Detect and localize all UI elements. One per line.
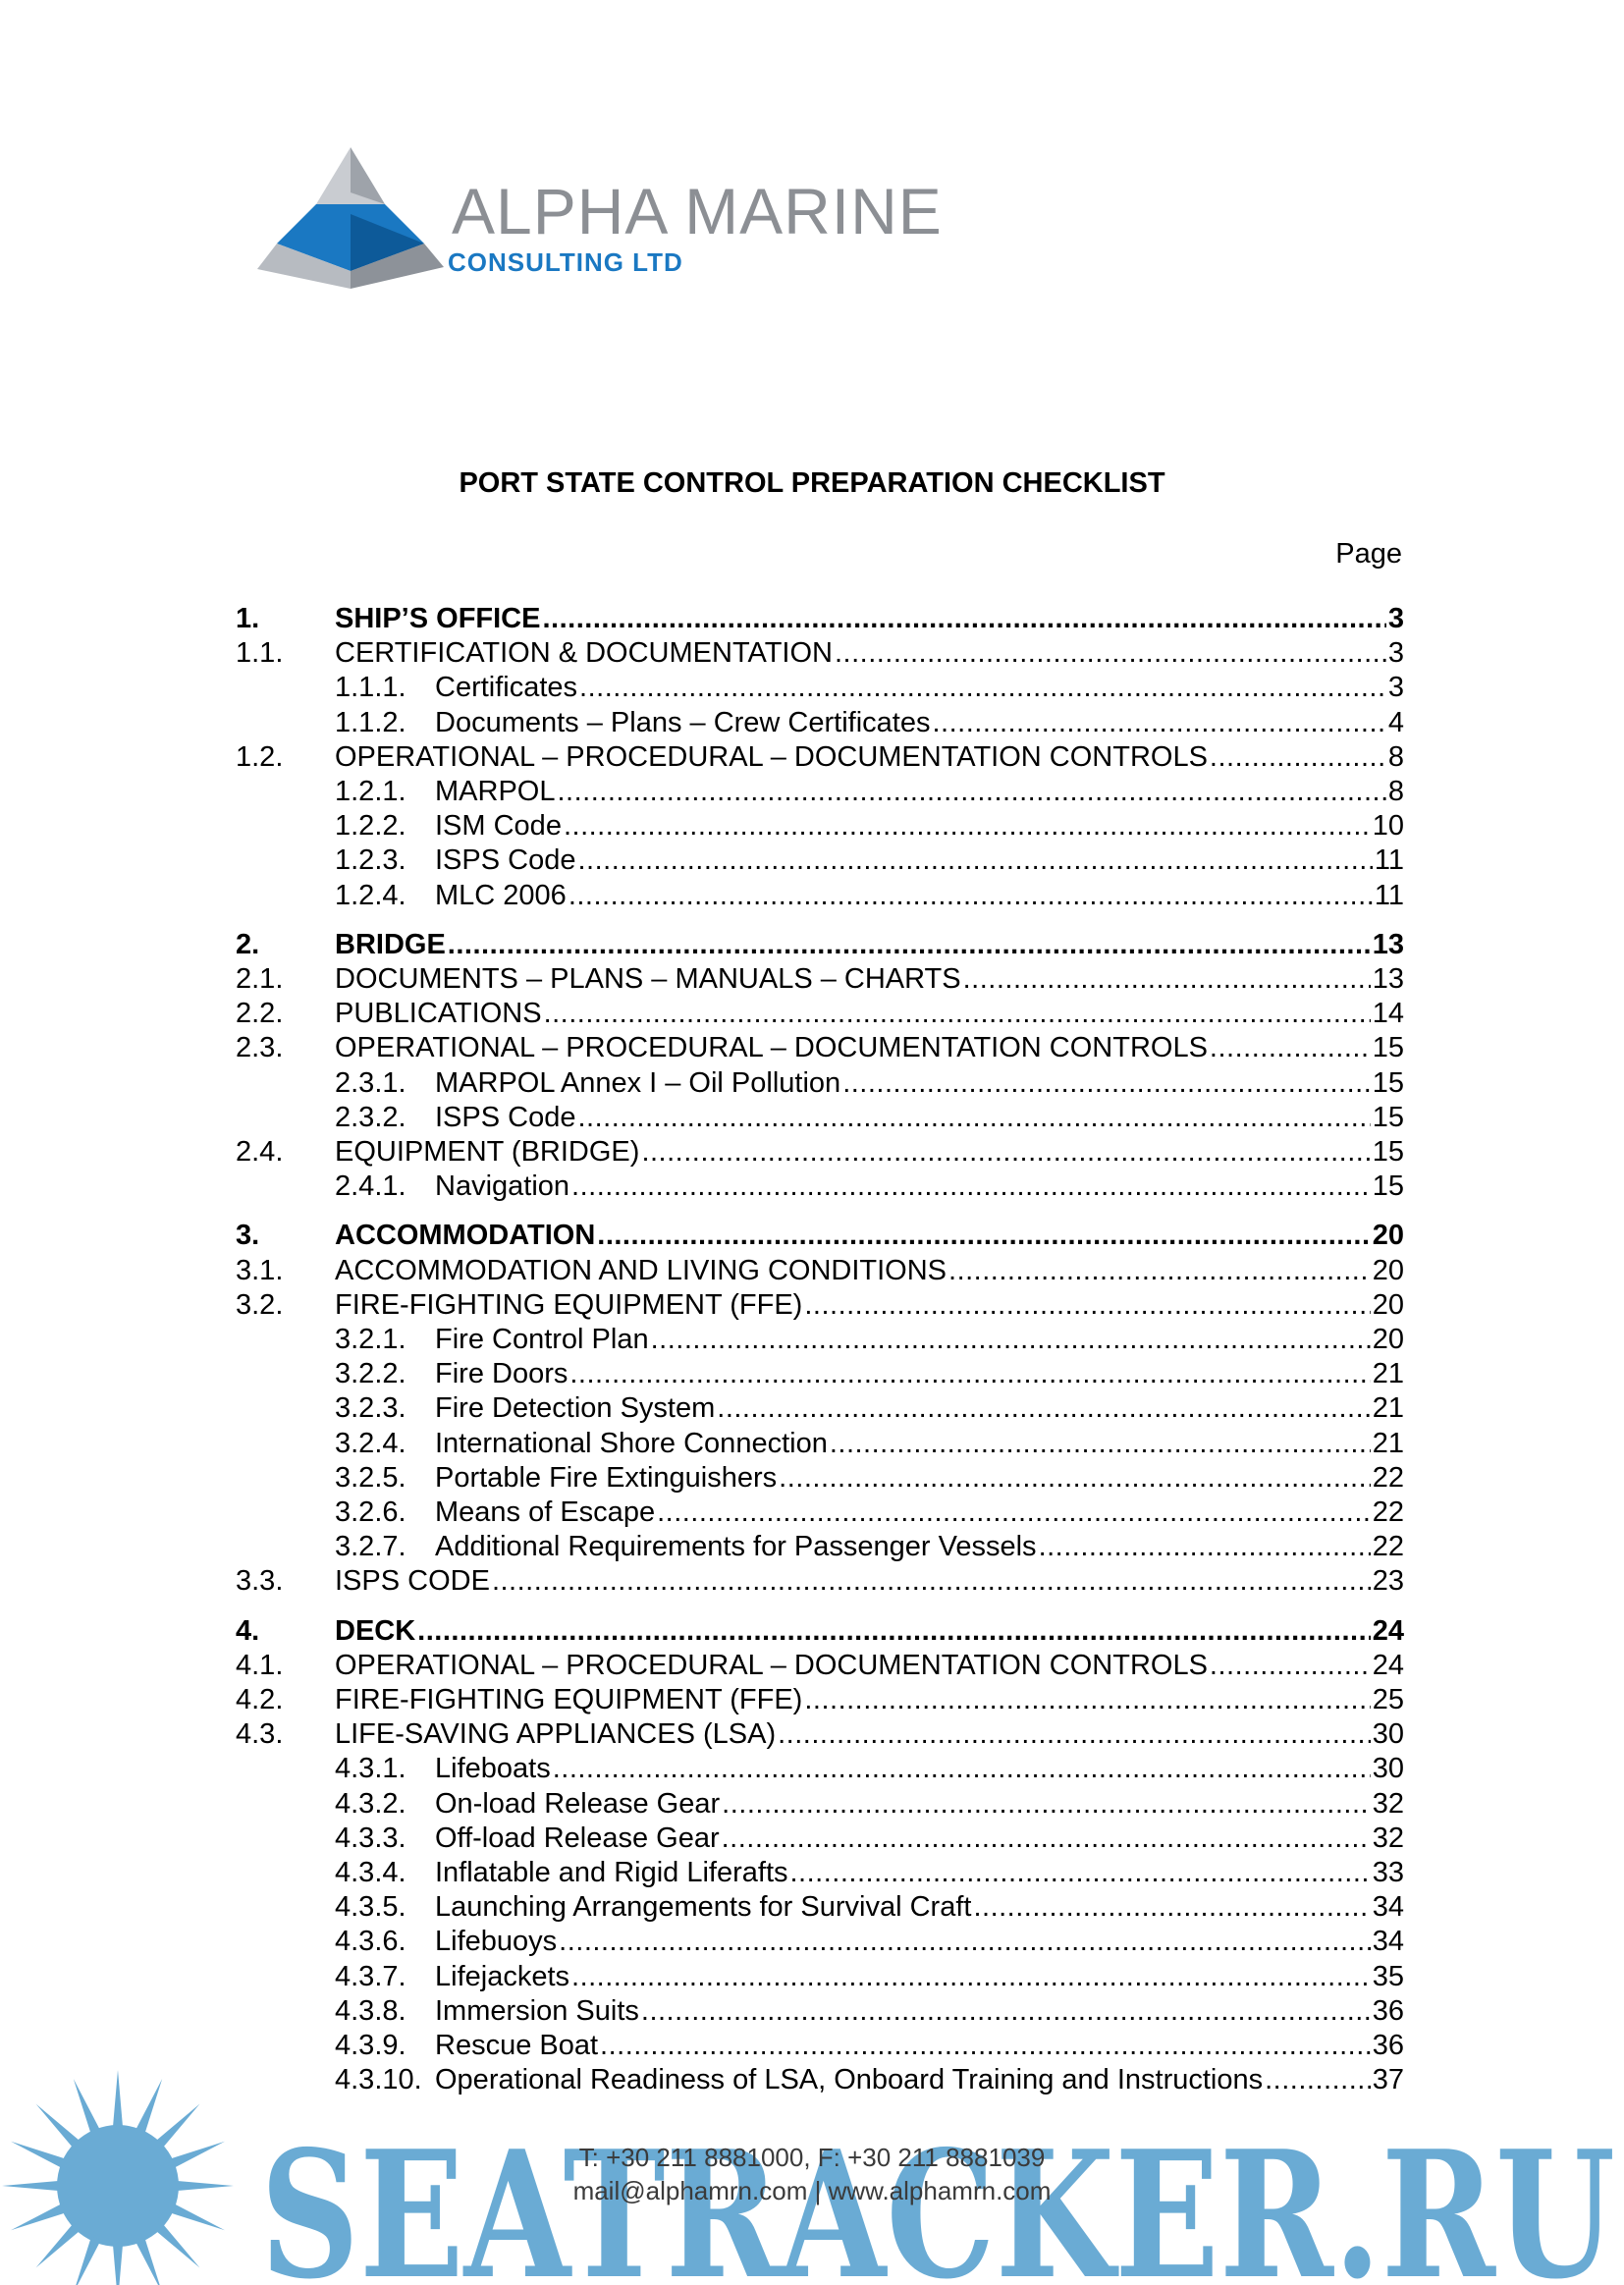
toc-entry-line [435,1924,1404,1959]
toc-entry-line [435,2062,1404,2097]
toc-entry-title: Off-load Release Gear [435,1823,720,1854]
toc-entry-title: FIRE-FIGHTING EQUIPMENT (FFE) [335,1289,803,1321]
toc-entry[interactable] [236,1287,1404,1323]
toc-entry-number: 4.3.10. [335,2064,422,2095]
toc-entry[interactable] [236,961,1404,997]
toc-entry-title: Launching Arrangements for Survival Craft [435,1891,972,1923]
toc-entry-line [435,1993,1404,2029]
toc-entry-line [335,1134,1404,1170]
toc-entry-line [335,635,1404,671]
toc-entry-line [435,774,1404,809]
toc-entry[interactable] [236,1390,1404,1426]
toc-entry-line [335,1716,1404,1752]
toc-dot-leader [804,1287,1370,1323]
toc-entry-number: 2.1. [236,963,284,995]
toc-entry[interactable] [236,1253,1404,1288]
toc-entry-title: Documents – Plans – Crew Certificates [435,707,931,738]
toc-entry-number: 1.2.1. [335,776,406,807]
toc-entry-page: 30 [1372,1718,1404,1750]
toc-entry-number: 1.1.1. [335,672,406,703]
toc-entry[interactable] [236,2028,1404,2063]
toc-dot-leader [804,1682,1370,1717]
toc-dot-leader [722,1821,1371,1856]
toc-entry-line [335,1613,1404,1649]
toc-entry-page: 21 [1372,1358,1404,1389]
toc-dot-leader [835,635,1386,671]
toc-entry[interactable] [236,1993,1404,2029]
toc-entry-line [435,1065,1404,1101]
toc-entry-line [435,1356,1404,1391]
toc-entry-number: 4.3.5. [335,1891,406,1923]
toc-entry-title: MLC 2006 [435,880,567,911]
toc-entry-title: OPERATIONAL – PROCEDURAL – DOCUMENTATION CONTROLS [335,1650,1208,1681]
toc-dot-leader [600,2028,1371,2063]
toc-entry-page: 4 [1387,707,1404,738]
toc-entry-title: ACCOMMODATION [335,1220,596,1251]
toc-entry[interactable] [236,1030,1404,1065]
toc-entry-title: MARPOL [435,776,556,807]
toc-entry[interactable] [236,1218,1404,1253]
toc-entry-line [435,878,1404,913]
toc-entry-title: ISM Code [435,810,562,842]
toc-entry-number: 4.3.8. [335,1995,406,2027]
toc-entry-page: 30 [1372,1753,1404,1784]
toc-entry-page: 3 [1387,603,1404,634]
footer-contact-line: mail@alphamrn.com | www.alphamrn.com [572,2176,1052,2205]
toc-entry-title: Portable Fire Extinguishers [435,1462,778,1494]
toc-entry-line [335,1253,1404,1288]
toc-entry[interactable] [236,1134,1404,1170]
toc-entry-title: OPERATIONAL – PROCEDURAL – DOCUMENTATION CONTROLS [335,741,1208,773]
toc-entry-title: DECK [335,1615,416,1647]
toc-entry-line [335,1218,1404,1253]
toc-entry[interactable] [236,601,1404,636]
toc-entry-number: 1.1. [236,637,284,669]
toc-entry-line [435,670,1404,705]
toc-entry-page: 8 [1387,741,1404,773]
toc-entry-number: 3. [236,1220,260,1251]
toc-entry-line [435,1529,1404,1564]
toc-entry[interactable] [236,1460,1404,1496]
toc-entry-number: 1.2.2. [335,810,406,842]
toc-entry[interactable] [236,1786,1404,1822]
toc-entry-line [435,1426,1404,1461]
toc-entry[interactable] [236,1682,1404,1717]
toc-entry-number: 4.2. [236,1684,284,1715]
toc-entry-line [435,1322,1404,1357]
toc-entry-title: DOCUMENTS – PLANS – MANUALS – CHARTS [335,963,961,995]
toc-entry-page: 36 [1372,1995,1404,2027]
toc-entry-number: 4.3.4. [335,1857,406,1888]
toc-entry-page: 3 [1387,637,1404,669]
toc-entry-title: EQUIPMENT (BRIDGE) [335,1136,640,1168]
toc-entry-title: Additional Requirements for Passenger Vessels [435,1531,1037,1562]
toc-dot-leader [564,808,1371,843]
toc-dot-leader [1039,1529,1371,1564]
toc-entry[interactable] [236,1563,1404,1599]
toc-entry-page: 8 [1387,776,1404,807]
toc-dot-leader [492,1563,1371,1599]
toc-entry-number: 2.3.1. [335,1067,406,1099]
toc-entry-line [435,705,1404,740]
toc-dot-leader [830,1426,1371,1461]
toc-entry-page: 36 [1372,2030,1404,2061]
toc-entry[interactable] [236,878,1404,913]
toc-entry-number: 4.3.7. [335,1961,406,1992]
toc-entry-title: Fire Doors [435,1358,568,1389]
toc-entry-number: 2.4.1. [335,1170,406,1202]
toc-dot-leader [779,1460,1371,1496]
toc-entry-number: 4.3.3. [335,1823,406,1854]
toc-entry[interactable] [236,1529,1404,1564]
toc-dot-leader [577,843,1372,878]
toc-entry-page: 20 [1372,1220,1404,1251]
toc-entry-line [335,1682,1404,1717]
toc-entry-page: 21 [1372,1428,1404,1459]
toc-entry-title: Navigation [435,1170,570,1202]
toc-entry-page: 15 [1372,1067,1404,1099]
toc-dot-leader [651,1322,1371,1357]
toc-dot-leader [597,1218,1370,1253]
toc-entry[interactable] [236,1065,1404,1101]
toc-entry-title: SHIP’S OFFICE [335,603,541,634]
toc-entry-number: 3.2. [236,1289,284,1321]
toc-entry-title: ISPS Code [435,1102,576,1133]
toc-entry[interactable] [236,1169,1404,1204]
toc-entry-page: 14 [1372,998,1404,1029]
toc-entry-number: 4. [236,1615,260,1647]
toc-dot-leader [1210,1648,1371,1683]
toc-dot-leader [569,1356,1370,1391]
toc-dot-leader [778,1716,1371,1752]
toc-entry-line [435,1855,1404,1890]
toc-entry-page: 20 [1372,1289,1404,1321]
toc-entry-page: 3 [1387,672,1404,703]
toc-entry-number: 1.2. [236,741,284,773]
toc-entry-title: BRIDGE [335,929,446,960]
toc-dot-leader [553,1751,1371,1786]
toc-entry-number: 4.3.2. [335,1788,406,1820]
toc-dot-leader [448,927,1371,962]
toc-entry-line [435,1460,1404,1496]
toc-entry-page: 37 [1372,2064,1404,2095]
toc-entry-title: International Shore Connection [435,1428,828,1459]
toc-entry-number: 3.2.6. [335,1496,406,1528]
toc-dot-leader [559,1924,1371,1959]
toc-entry-page: 15 [1372,1136,1404,1168]
toc-entry[interactable] [236,1100,1404,1135]
toc-entry-number: 1.2.4. [335,880,406,911]
toc-entry-line [435,1390,1404,1426]
toc-dot-leader [1210,739,1386,775]
toc-entry-line [435,1786,1404,1822]
toc-entry-line [335,1648,1404,1683]
toc-entry-number: 2. [236,929,260,960]
toc-entry-title: ACCOMMODATION AND LIVING CONDITIONS [335,1255,947,1286]
toc-entry-line [335,739,1404,775]
toc-entry[interactable] [236,808,1404,843]
toc-entry-title: Immersion Suits [435,1995,639,2027]
toc-dot-leader [722,1786,1371,1822]
logo-company-subtitle: CONSULTING LTD [448,247,683,277]
toc-dot-leader [790,1855,1371,1890]
toc-entry-line [435,1495,1404,1530]
toc-entry-number: 3.2.1. [335,1324,406,1355]
toc-entry[interactable] [236,927,1404,962]
toc-entry-line [335,1287,1404,1323]
toc-entry-line [435,1889,1404,1925]
page-column-label: Page [1335,538,1402,570]
toc-entry-page: 15 [1372,1032,1404,1063]
toc-entry-line [435,843,1404,878]
toc-entry-page: 25 [1372,1684,1404,1715]
toc-dot-leader [641,1134,1370,1170]
toc-entry-title: Lifebuoys [435,1926,558,1957]
toc-entry-line [335,1563,1404,1599]
toc-entry[interactable] [236,1821,1404,1856]
document-title: PORT STATE CONTROL PREPARATION CHECKLIST [459,467,1165,499]
toc-entry-number: 2.3.2. [335,1102,406,1133]
toc-entry-page: 22 [1372,1531,1404,1562]
toc-entry-number: 2.4. [236,1136,284,1168]
toc-entry-line [435,1959,1404,1994]
page-footer [0,2141,1624,2207]
toc-entry-number: 2.2. [236,998,284,1029]
toc-entry[interactable] [236,1426,1404,1461]
toc-entry-number: 4.3.1. [335,1753,406,1784]
toc-entry[interactable] [236,774,1404,809]
toc-dot-leader [948,1253,1371,1288]
toc-entry[interactable] [236,1322,1404,1357]
toc-entry-number: 1.2.3. [335,844,406,876]
toc-entry-title: Operational Readiness of LSA, Onboard Training and Instructions [435,2064,1264,2095]
toc-entry[interactable] [236,996,1404,1031]
toc-entry-page: 13 [1372,929,1404,960]
toc-entry[interactable] [236,1855,1404,1890]
toc-entry-title: Certificates [435,672,578,703]
toc-entry-page: 15 [1372,1170,1404,1202]
toc-entry-line [435,1821,1404,1856]
toc-entry[interactable] [236,739,1404,775]
toc-dot-leader [571,1169,1371,1204]
toc-entry-page: 22 [1372,1496,1404,1528]
toc-entry-line [435,808,1404,843]
toc-dot-leader [557,774,1385,809]
toc-dot-leader [542,601,1385,636]
toc-entry-number: 4.3.9. [335,2030,406,2061]
toc-entry-number: 3.2.4. [335,1428,406,1459]
toc-entry-page: 33 [1372,1857,1404,1888]
toc-entry[interactable] [236,670,1404,705]
toc-dot-leader [544,996,1371,1031]
toc-dot-leader [932,705,1385,740]
toc-entry-line [335,927,1404,962]
toc-entry-line [335,1030,1404,1065]
toc-entry-page: 11 [1374,844,1404,876]
toc-entry-page: 32 [1372,1788,1404,1820]
toc-dot-leader [568,878,1373,913]
toc-entry-number: 3.3. [236,1565,284,1597]
toc-dot-leader [657,1495,1371,1530]
toc-dot-leader [571,1959,1371,1994]
toc-entry-title: MARPOL Annex I – Oil Pollution [435,1067,841,1099]
toc-entry-page: 11 [1374,880,1404,911]
toc-entry-line [335,601,1404,636]
toc-entry-page: 15 [1372,1102,1404,1133]
toc-dot-leader [973,1889,1370,1925]
toc-entry-page: 10 [1372,810,1404,842]
toc-entry-number: 4.3.6. [335,1926,406,1957]
toc-entry-line [435,1100,1404,1135]
toc-entry-page: 22 [1372,1462,1404,1494]
toc-entry-number: 3.2.5. [335,1462,406,1494]
toc-entry-line [335,961,1404,997]
toc-entry-title: PUBLICATIONS [335,998,542,1029]
toc-entry-page: 34 [1372,1891,1404,1923]
footer-phone-line: T: +30 211 8881000, F: +30 211 8881039 [578,2143,1046,2172]
toc-dot-leader [579,670,1386,705]
toc-entry[interactable] [236,1613,1404,1649]
toc-dot-leader [1265,2062,1371,2097]
toc-entry-title: Fire Detection System [435,1392,716,1424]
toc-entry-page: 34 [1372,1926,1404,1957]
toc-dot-leader [577,1100,1370,1135]
toc-entry[interactable] [236,1751,1404,1786]
toc-entry-title: Means of Escape [435,1496,656,1528]
toc-entry-page: 24 [1372,1650,1404,1681]
toc-entry-line [335,996,1404,1031]
toc-entry-title: On-load Release Gear [435,1788,721,1820]
toc-entry[interactable] [236,1495,1404,1530]
toc-entry-title: CERTIFICATION & DOCUMENTATION [335,637,833,669]
toc-dot-leader [641,1993,1371,2029]
toc-entry-page: 21 [1372,1392,1404,1424]
toc-entry-title: Lifeboats [435,1753,551,1784]
toc-entry-line [435,1751,1404,1786]
logo-company-name: ALPHA MARINE [452,175,943,247]
toc-entry-title: FIRE-FIGHTING EQUIPMENT (FFE) [335,1684,803,1715]
toc-entry-line [435,1169,1404,1204]
toc-entry-page: 23 [1372,1565,1404,1597]
toc-entry[interactable] [236,1356,1404,1391]
toc-entry[interactable] [236,1716,1404,1752]
toc-entry-title: Inflatable and Rigid Liferafts [435,1857,788,1888]
toc-entry-number: 3.2.2. [335,1358,406,1389]
watermark-text: SEATRACKER.RU [260,2112,1615,2285]
toc-entry-title: Lifejackets [435,1961,570,1992]
toc-entry-number: 2.3. [236,1032,284,1063]
toc-entry-title: ISPS CODE [335,1565,490,1597]
toc-entry-number: 1.1.2. [335,707,406,738]
toc-dot-leader [1210,1030,1371,1065]
toc-entry-page: 20 [1372,1324,1404,1355]
toc-dot-leader [842,1065,1371,1101]
toc-entry-title: LIFE-SAVING APPLIANCES (LSA) [335,1718,777,1750]
toc-entry-page: 24 [1372,1615,1404,1647]
toc-entry-title: OPERATIONAL – PROCEDURAL – DOCUMENTATION CONTROLS [335,1032,1208,1063]
toc-entry[interactable] [236,1959,1404,1994]
toc-entry-number: 4.1. [236,1650,284,1681]
toc-entry-title: ISPS Code [435,844,576,876]
toc-entry-number: 3.2.7. [335,1531,406,1562]
toc-entry[interactable] [236,635,1404,671]
toc-entry-page: 32 [1372,1823,1404,1854]
toc-entry-page: 35 [1372,1961,1404,1992]
toc-entry-title: Fire Control Plan [435,1324,649,1355]
toc-dot-leader [717,1390,1370,1426]
toc-entry-number: 4.3. [236,1718,284,1750]
toc-entry-number: 3.1. [236,1255,284,1286]
toc-dot-leader [417,1613,1371,1649]
toc-entry-title: Rescue Boat [435,2030,599,2061]
toc-entry-page: 13 [1372,963,1404,995]
toc-entry-line [435,2028,1404,2063]
toc-entry-number: 1. [236,603,260,634]
toc-entry-page: 20 [1372,1255,1404,1286]
toc-dot-leader [963,961,1371,997]
toc-entry[interactable] [236,2062,1404,2097]
toc-entry[interactable] [236,843,1404,878]
toc-entry-number: 3.2.3. [335,1392,406,1424]
toc-entry[interactable] [236,1648,1404,1683]
toc-entry[interactable] [236,705,1404,740]
toc-entry[interactable] [236,1924,1404,1959]
toc-entry[interactable] [236,1889,1404,1925]
